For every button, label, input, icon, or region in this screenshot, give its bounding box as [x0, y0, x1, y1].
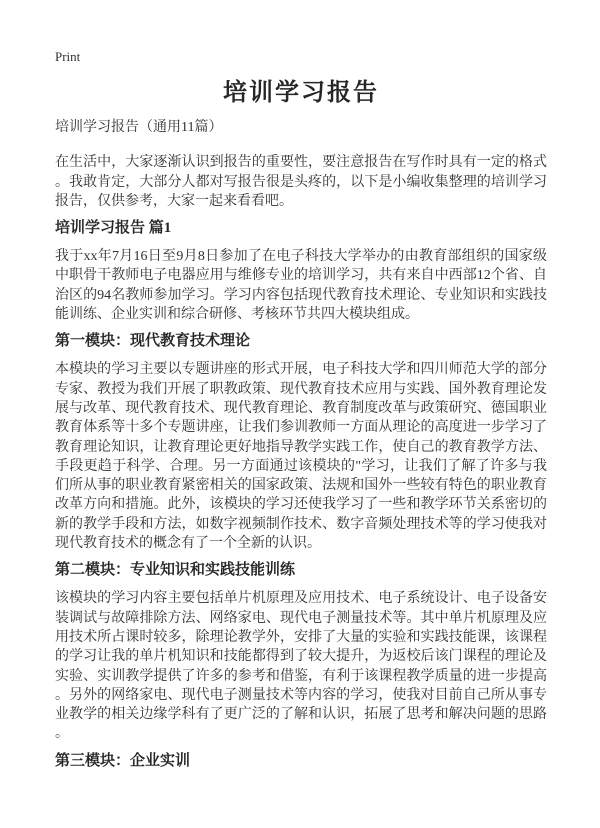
page-title: 培训学习报告: [223, 80, 379, 106]
section-heading-module-3: 第三模块：企业实训: [55, 752, 191, 769]
section-heading-module-1: 第一模块：现代教育技术理论: [55, 333, 251, 350]
intro-paragraph: 在生活中，大家逐渐认识到报告的重要性，要注意报告在写作时具有一定的格式。我敢肯定，大部分人都对写报告很是头疼的，以下是小编收集整理的培训学习报告，仅供参考，大家一起来看看吧。: [55, 155, 547, 209]
section-paragraph-report-1: 我于xx年7月16日至9月8日参加了在电子科技大学举办的由教育部组织的国家级中职骨干教师电子电器应用与维修专业的培训学习，共有来自中西部12个省、自治区的94名教师参加学习。学习内容包括现代教育技术理论、专业知识和实践技能训练、企业实训和综合研修、考核环节共四大模块组成。: [55, 249, 547, 323]
section-paragraph-module-2: 该模块的学习内容主要包括单片机原理及应用技术、电子系统设计、电子设备安装调试与故障排除方法、网络家电、现代电子测量技术等。其中单片机原理及应用技术所占课时较多，除理论教学外，安排了大量的实验和实践技能课，该课程的学习让我的单片机知识和技能都得到了较大提升，为返校后该门课程的理论及实验、实训教学提供了许多的参考和借鉴，有利于该课程教学质量的进一步提高。另外的网络家电、现代电子测量技术等内容的学习，使我对目前自己所从事专业教学的相关边缘学科有了更广泛的了解和认识，拓展了思考和解决问题的思路。: [55, 591, 547, 742]
document-subtitle: 培训学习报告（通用11篇）: [55, 120, 223, 135]
print-link[interactable]: Print: [55, 49, 81, 64]
section-paragraph-module-1: 本模块的学习主要以专题讲座的形式开展，电子科技大学和四川师范大学的部分专家、教授为我们开展了职教政策、现代教育技术应用与实践、国外教育理论发展与改革、现代教育技术、现代教育理论、教育制度改革与政策研究、德国职业教育体系等十多个专题讲座，让我们参训教师一方面从理论的高度进一步学习了教育理论知识，让教育理论更好地指导教学实践工作，使自己的教育教学方法、手段更趋于科学、合理。另一方面通过该模块的"学习，让我们了解了许多与我们所从事的职业教育紧密相关的国家政策、法规和国外一些较有特色的职业教育改革方向和措施。此外，该模块的学习还使我学习了一些和教学环节关系密切的新的教学手段和方法，如数字视频制作技术、数字音频处理技术等的学习使我对现代教育技术的概念有了一个全新的认识。: [55, 362, 547, 552]
section-heading-report-1: 培训学习报告 篇1: [55, 220, 172, 237]
section-heading-module-2: 第二模块：专业知识和实践技能训练: [55, 562, 296, 579]
